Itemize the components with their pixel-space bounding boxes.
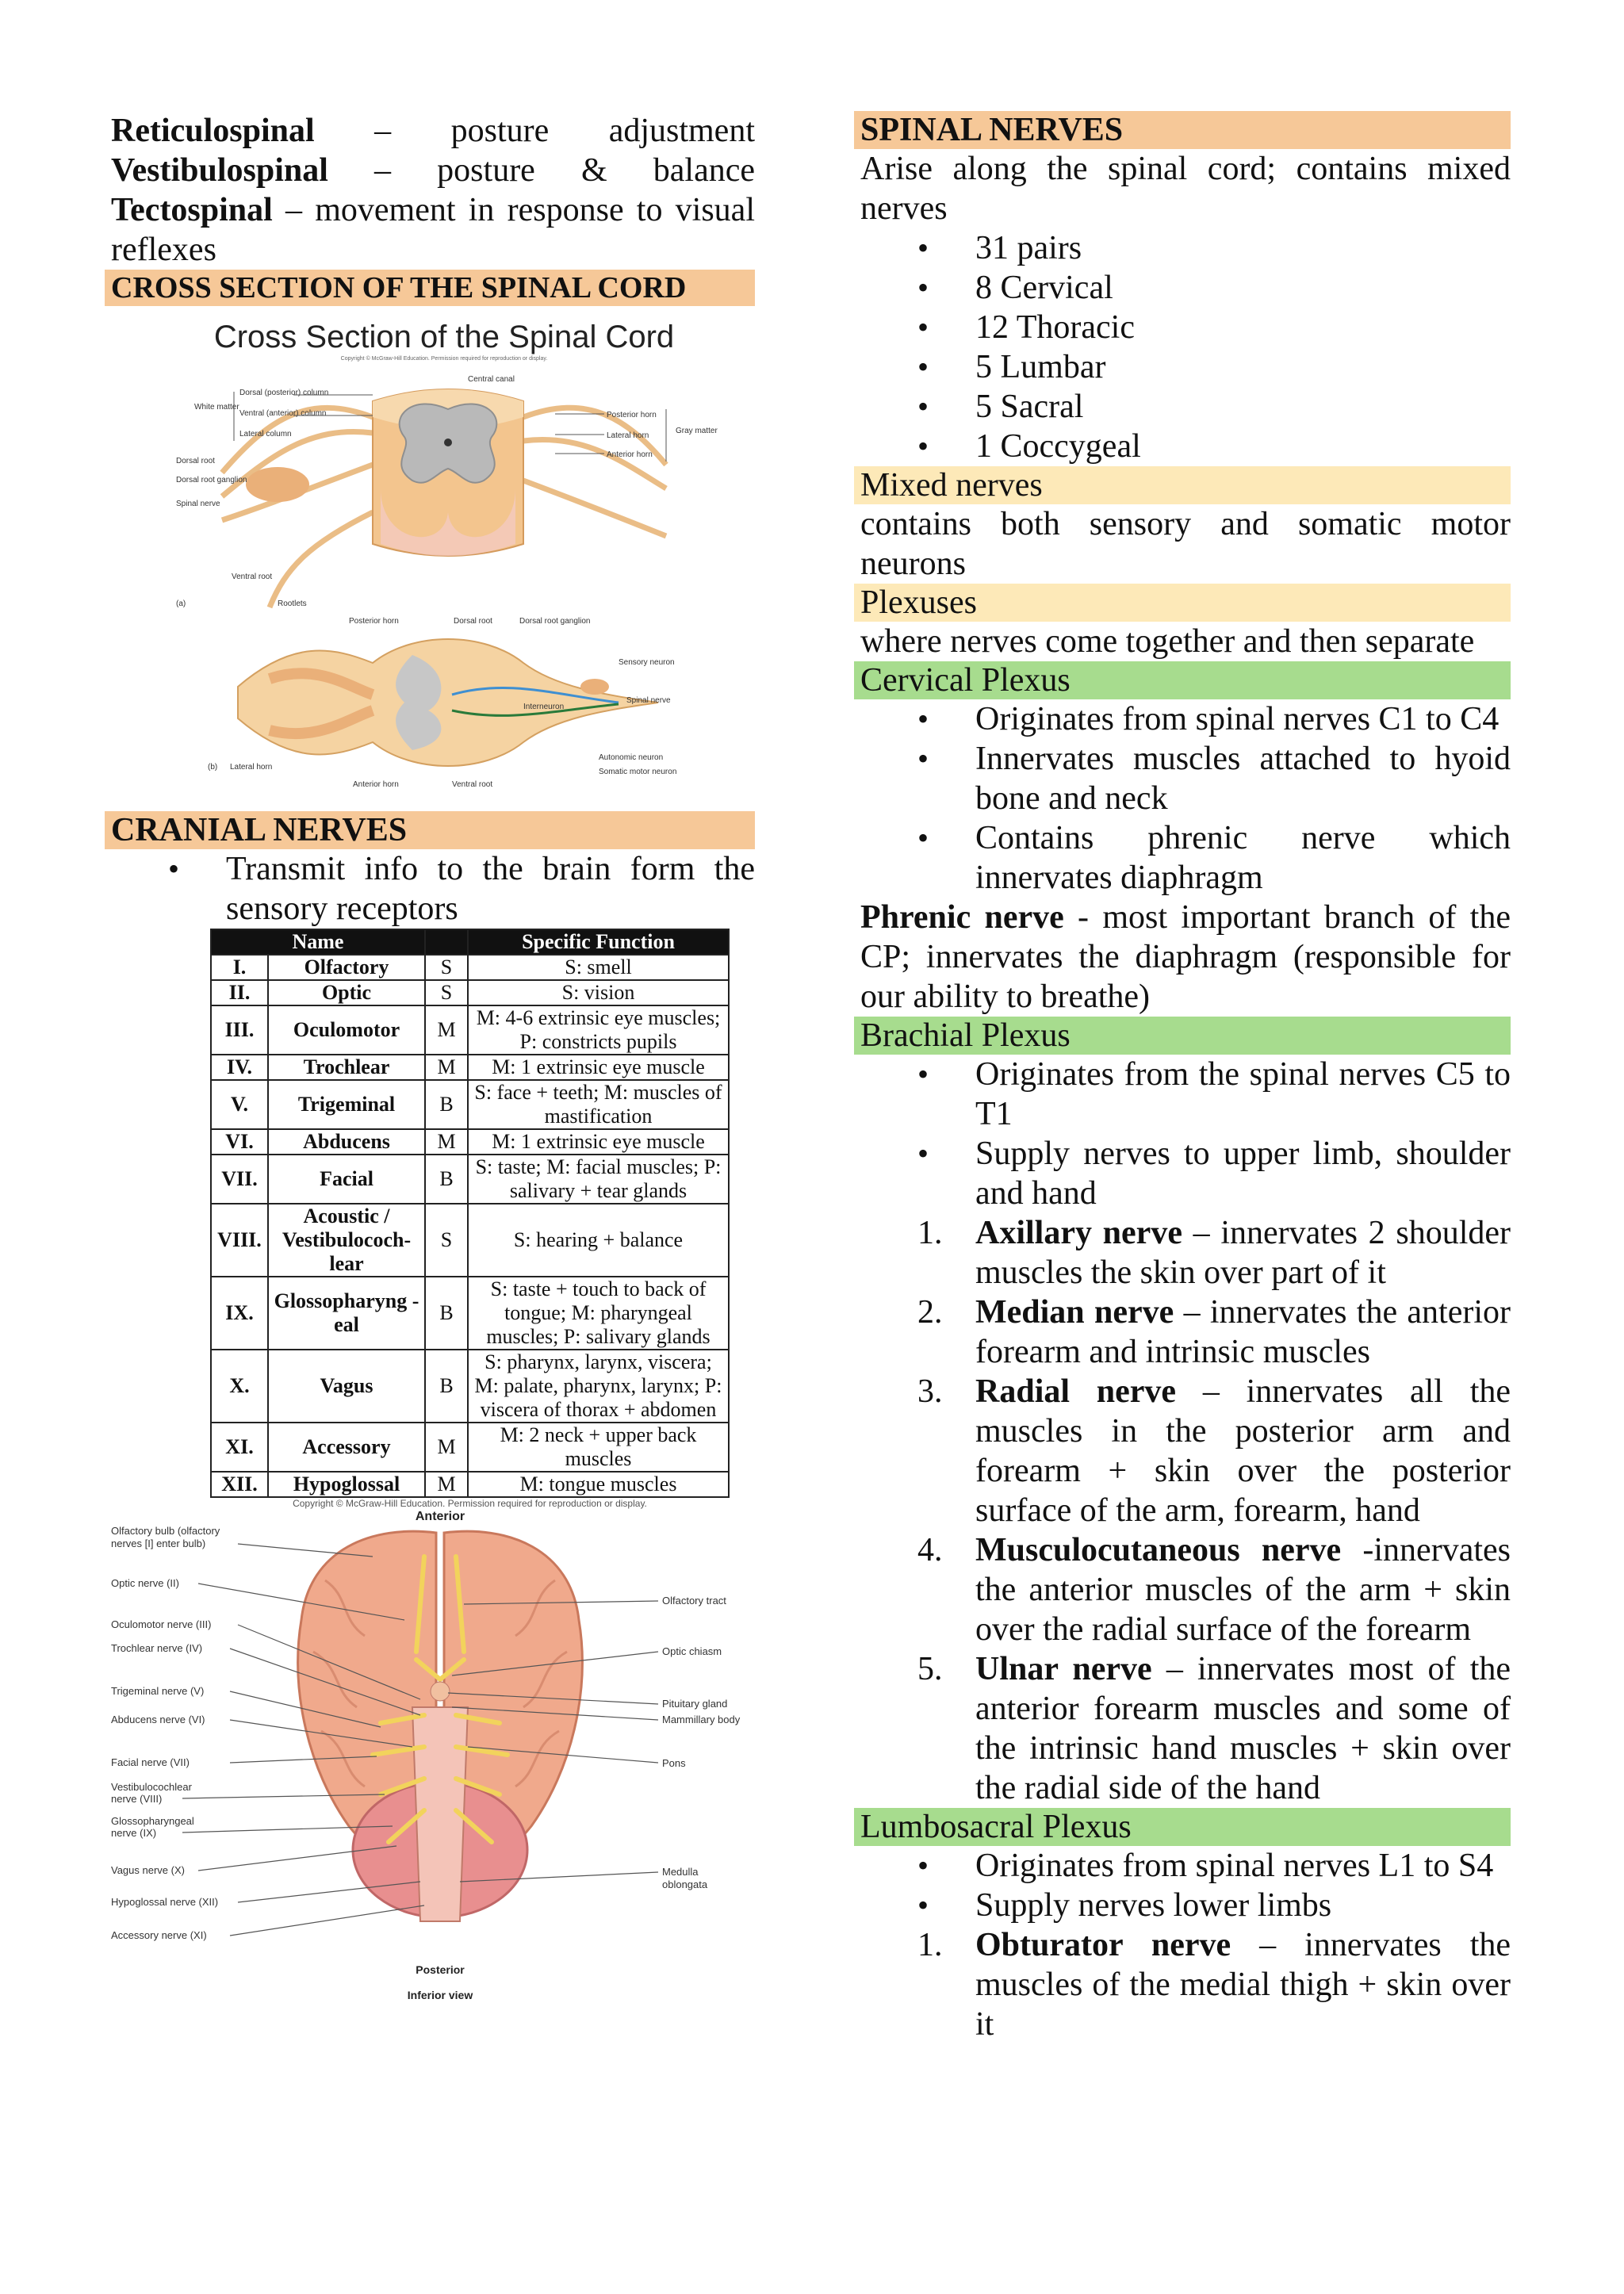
svg-text:Glossopharyngeal: Glossopharyngeal bbox=[111, 1815, 194, 1827]
brachial-nerve-list bbox=[860, 1213, 1511, 1808]
list-item: • Supply nerves to upper limb, shoulder and hand bbox=[860, 1134, 1511, 1213]
list-item: • 31 pairs bbox=[860, 228, 1511, 268]
right-column bbox=[860, 111, 1511, 2044]
list-item: • Supply nerves lower limbs bbox=[860, 1886, 1511, 1925]
svg-text:Anterior: Anterior bbox=[415, 1510, 465, 1523]
tract-reticulospinal: Reticulospinal – posture adjustment bbox=[111, 113, 755, 149]
list-item: 4. Musculocutaneous nerve -innervates the anterior muscles of the arm + skin over the radial surface of the forearm bbox=[917, 1532, 1511, 1648]
svg-text:Accessory nerve (XI): Accessory nerve (XI) bbox=[111, 1929, 207, 1941]
svg-text:nerves [I] enter bulb): nerves [I] enter bulb) bbox=[111, 1538, 206, 1549]
svg-text:(b): (b) bbox=[208, 763, 218, 772]
cervical-plexus-heading: Cervical Plexus bbox=[854, 661, 1511, 699]
spinal-cord-figure bbox=[111, 306, 755, 794]
svg-text:Vagus nerve (X): Vagus nerve (X) bbox=[111, 1864, 185, 1876]
svg-text:Hypoglossal nerve (XII): Hypoglossal nerve (XII) bbox=[111, 1896, 219, 1908]
spinal-intro: Arise along the spinal cord; contains mixed nerves bbox=[860, 151, 1511, 227]
mixed-nerves-text: contains both sensory and somatic motor neurons bbox=[860, 506, 1511, 582]
figure-title: Cross Section of the Spinal Cord bbox=[213, 320, 675, 354]
svg-text:(a): (a) bbox=[176, 599, 186, 608]
table-row: XII. Hypoglossal M M: tongue muscles bbox=[211, 1472, 729, 1497]
table-header-name: Name bbox=[211, 929, 425, 955]
phrenic-nerve-text: Phrenic nerve - most important branch of the CP; innervates the diaphragm (responsible for our ability to breathe) bbox=[860, 899, 1511, 1015]
svg-text:Dorsal root ganglion: Dorsal root ganglion bbox=[176, 476, 247, 484]
svg-text:Optic chiasm: Optic chiasm bbox=[662, 1645, 722, 1657]
tract-vestibulospinal: Vestibulospinal – posture & balance bbox=[111, 152, 755, 189]
svg-text:nerve (VIII): nerve (VIII) bbox=[111, 1793, 163, 1805]
list-item: • 5 Sacral bbox=[860, 387, 1511, 427]
svg-text:Dorsal root: Dorsal root bbox=[176, 457, 215, 465]
list-item: 2. Median nerve – innervates the anterior forearm and intrinsic muscles bbox=[917, 1294, 1511, 1370]
list-item: • Originates from spinal nerves C1 to C4 bbox=[860, 699, 1511, 739]
svg-text:Spinal nerve: Spinal nerve bbox=[176, 500, 220, 508]
svg-text:Lateral column: Lateral column bbox=[239, 430, 292, 439]
svg-text:Anterior horn: Anterior horn bbox=[353, 780, 399, 789]
list-item: • Originates from the spinal nerves C5 to T1 bbox=[860, 1055, 1511, 1134]
brachial-plexus-heading: Brachial Plexus bbox=[854, 1017, 1511, 1055]
spinal-nerves-heading: SPINAL NERVES bbox=[854, 111, 1511, 149]
cranial-nerves-heading: CRANIAL NERVES bbox=[105, 811, 755, 849]
svg-text:Inferior view: Inferior view bbox=[407, 1989, 473, 2001]
list-item: • 1 Coccygeal bbox=[860, 427, 1511, 466]
table-copyright: Copyright © McGraw-Hill Education. Permission required for reproduction or display. bbox=[293, 1498, 647, 1509]
svg-text:Oculomotor nerve (III): Oculomotor nerve (III) bbox=[111, 1618, 212, 1630]
svg-text:Sensory neuron: Sensory neuron bbox=[619, 658, 675, 667]
brachial-bullets bbox=[860, 1055, 1511, 1213]
svg-text:Dorsal root: Dorsal root bbox=[454, 617, 492, 626]
cranial-bullets bbox=[111, 849, 755, 929]
svg-text:Spinal nerve: Spinal nerve bbox=[626, 696, 671, 705]
svg-text:Posterior: Posterior bbox=[416, 1963, 465, 1976]
svg-text:Posterior horn: Posterior horn bbox=[607, 411, 657, 419]
svg-text:Anterior horn: Anterior horn bbox=[607, 450, 653, 459]
svg-text:Pons: Pons bbox=[662, 1757, 686, 1769]
list-item: • 12 Thoracic bbox=[860, 308, 1511, 347]
list-item: 5. Ulnar nerve – innervates most of the anterior forearm muscles and some of the intrinsic hand muscles + skin over the radial side of the hand bbox=[917, 1651, 1511, 1806]
svg-text:Ventral root: Ventral root bbox=[452, 780, 493, 789]
svg-text:Central canal: Central canal bbox=[468, 375, 515, 384]
svg-text:Rootlets: Rootlets bbox=[278, 599, 307, 608]
cranial-nerves-table bbox=[210, 929, 730, 1498]
table-row: VIII. Acoustic / Vestibulococh-lear S S: hearing + balance bbox=[211, 1204, 729, 1277]
table-row: V. Trigeminal B S: face + teeth; M: muscles of mastification bbox=[211, 1080, 729, 1129]
svg-text:oblongata: oblongata bbox=[662, 1878, 708, 1890]
svg-text:Ventral root: Ventral root bbox=[232, 573, 273, 581]
table-row: III. Oculomotor M M: 4-6 extrinsic eye muscles; P: constricts pupils bbox=[211, 1005, 729, 1055]
table-row: VII. Facial B S: taste; M: facial muscles; P: salivary + tear glands bbox=[211, 1155, 729, 1204]
table-row: IX. Glossopharyng -eal B S: taste + touch to back of tongue; M: pharyngeal muscles; P: salivary glands bbox=[211, 1277, 729, 1350]
cross-section-heading: CROSS SECTION OF THE SPINAL CORD bbox=[105, 270, 755, 306]
svg-text:Lateral horn: Lateral horn bbox=[607, 431, 649, 440]
svg-text:Medulla: Medulla bbox=[662, 1866, 699, 1878]
svg-text:nerve (IX): nerve (IX) bbox=[111, 1827, 157, 1839]
table-row: I. Olfactory S S: smell bbox=[211, 955, 729, 980]
list-item: • 8 Cervical bbox=[860, 268, 1511, 308]
svg-text:Abducens nerve (VI): Abducens nerve (VI) bbox=[111, 1714, 205, 1725]
cervical-bullets bbox=[860, 699, 1511, 898]
list-item: 3. Radial nerve – innervates all the muscles in the posterior arm and forearm + skin over the posterior surface of the arm, forearm, hand bbox=[917, 1373, 1511, 1529]
svg-text:Facial nerve (VII): Facial nerve (VII) bbox=[111, 1756, 190, 1768]
list-item: 1. Obturator nerve – innervates the muscles of the medial thigh + skin over it bbox=[917, 1927, 1511, 2043]
svg-text:Optic nerve (II): Optic nerve (II) bbox=[111, 1577, 179, 1589]
svg-text:White matter: White matter bbox=[194, 403, 239, 412]
svg-text:Somatic motor neuron: Somatic motor neuron bbox=[599, 768, 677, 776]
tract-tectospinal: Tectospinal – movement in response to visual reflexes bbox=[111, 192, 755, 268]
svg-text:Posterior horn: Posterior horn bbox=[349, 617, 399, 626]
plexuses-heading: Plexuses bbox=[854, 584, 1511, 622]
svg-text:Ventral (anterior) column: Ventral (anterior) column bbox=[239, 409, 327, 418]
list-item: • Originates from spinal nerves L1 to S4 bbox=[860, 1846, 1511, 1886]
brain-inferior-figure bbox=[111, 1509, 755, 2016]
mixed-nerves-heading: Mixed nerves bbox=[854, 466, 1511, 504]
lumbosacral-plexus-heading: Lumbosacral Plexus bbox=[854, 1808, 1511, 1846]
svg-text:Lateral horn: Lateral horn bbox=[230, 763, 273, 772]
svg-text:Trochlear nerve (IV): Trochlear nerve (IV) bbox=[111, 1642, 203, 1654]
svg-text:Autonomic neuron: Autonomic neuron bbox=[599, 753, 664, 762]
lumbosacral-bullets bbox=[860, 1846, 1511, 1925]
svg-text:Dorsal root ganglion: Dorsal root ganglion bbox=[519, 617, 591, 626]
list-item: • Innervates muscles attached to hyoid bone and neck bbox=[860, 739, 1511, 818]
table-row: IV. Trochlear M M: 1 extrinsic eye muscle bbox=[211, 1055, 729, 1080]
list-item: • Transmit info to the brain form the sensory receptors bbox=[111, 849, 755, 929]
table-row: VI. Abducens M M: 1 extrinsic eye muscle bbox=[211, 1129, 729, 1155]
svg-text:Dorsal (posterior) column: Dorsal (posterior) column bbox=[239, 389, 329, 397]
svg-text:Pituitary gland: Pituitary gland bbox=[662, 1698, 728, 1710]
svg-text:Interneuron: Interneuron bbox=[523, 703, 565, 711]
svg-text:Gray matter: Gray matter bbox=[676, 427, 718, 435]
list-item: • Contains phrenic nerve which innervates diaphragm bbox=[860, 818, 1511, 898]
table-row: II. Optic S S: vision bbox=[211, 980, 729, 1005]
svg-text:Olfactory tract: Olfactory tract bbox=[662, 1595, 726, 1607]
svg-text:Trigeminal nerve (V): Trigeminal nerve (V) bbox=[111, 1685, 205, 1697]
svg-text:Mammillary body: Mammillary body bbox=[662, 1714, 741, 1725]
list-item: 1. Axillary nerve – innervates 2 shoulder muscles the skin over part of it bbox=[917, 1215, 1511, 1291]
list-item: • 5 Lumbar bbox=[860, 347, 1511, 387]
svg-text:Vestibulocochlear: Vestibulocochlear bbox=[111, 1781, 192, 1793]
plexuses-text: where nerves come together and then separate bbox=[860, 623, 1475, 660]
left-column bbox=[111, 111, 755, 2016]
table-row: X. Vagus B S: pharynx, larynx, viscera; M: palate, pharynx, larynx; P: viscera of thorax + abdomen bbox=[211, 1350, 729, 1423]
table-header-function: Specific Function bbox=[468, 929, 729, 955]
lumbosacral-nerve-list bbox=[860, 1925, 1511, 2044]
svg-text:Copyright © McGraw-Hill Educat: Copyright © McGraw-Hill Education. Permission required for reproduction or display. bbox=[340, 356, 548, 362]
svg-text:Olfactory bulb (olfactory: Olfactory bulb (olfactory bbox=[111, 1525, 220, 1537]
spinal-bullets bbox=[860, 228, 1511, 466]
table-row: XI. Accessory M M: 2 neck + upper back muscles bbox=[211, 1423, 729, 1472]
